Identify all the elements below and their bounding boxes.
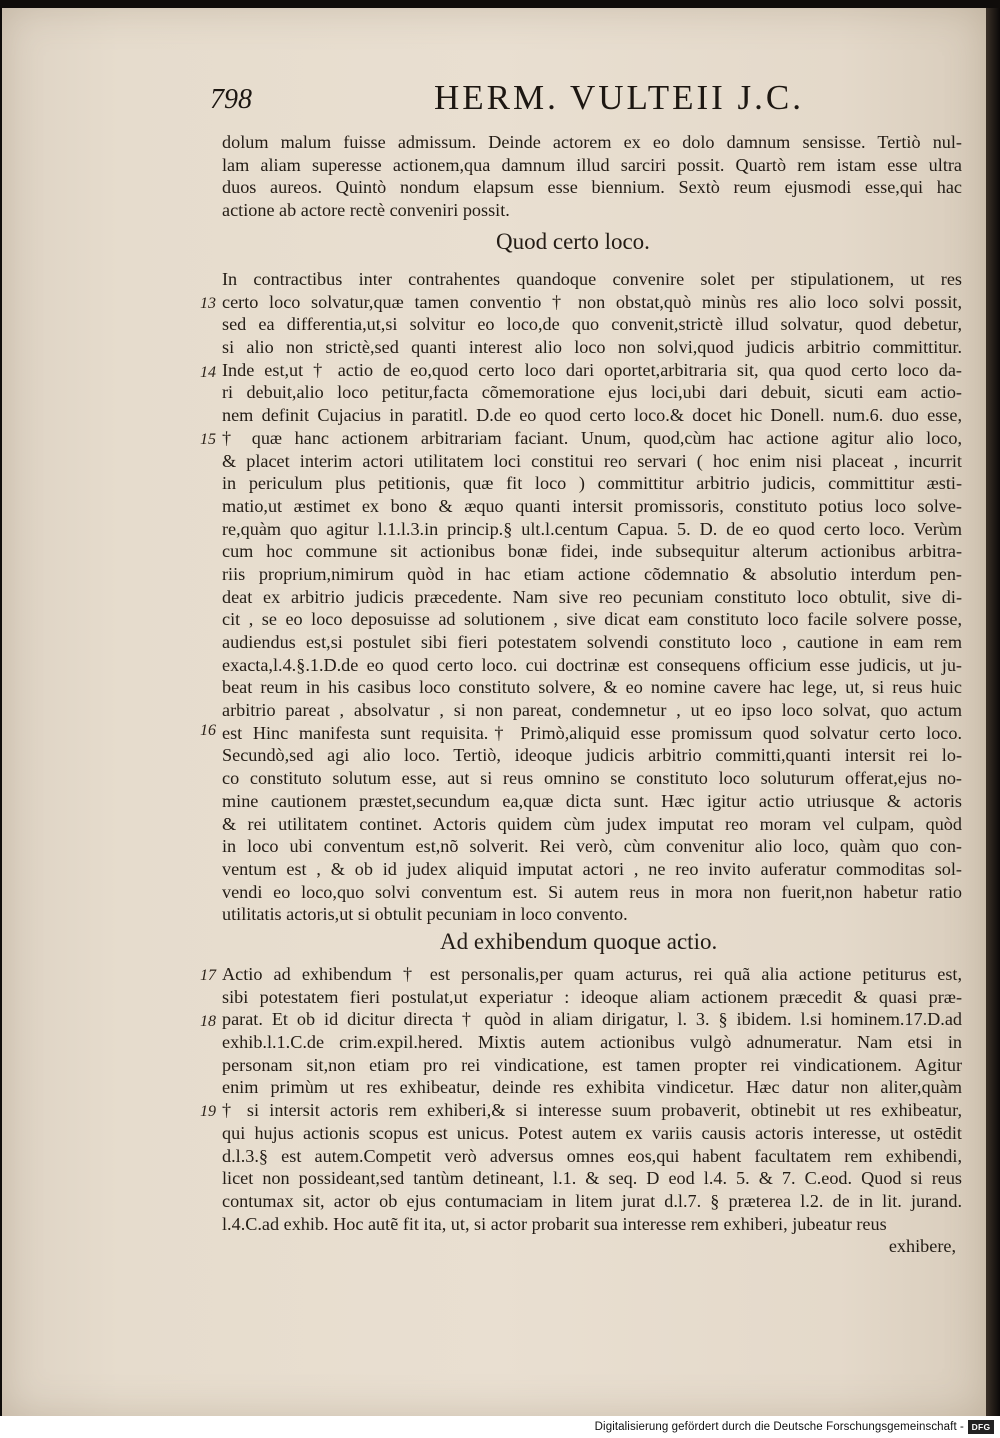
section-quod-certo-loco-text bbox=[222, 268, 962, 926]
quod-certo-loco-line: re,quàm quo agitur l.1.l.3.in princip.§ ult.l.centum Capua. 5. D. de eo quod certo loco. Verùm bbox=[222, 518, 962, 539]
quod-certo-loco-line: matio,ut æstimet ex bono & æquo quanti intersit promissoris, constituto potius loco solve- bbox=[222, 495, 962, 516]
quod-certo-loco-line: beat reum in his casibus loco constituto solvere, & eo nomine cavere hac lege, ut, si reus huic bbox=[222, 677, 962, 698]
quod-certo-loco-line: vendi eo loco,quo solvi conventum est. Si autem reus in mora non fuerit,non habetur ratio bbox=[222, 881, 962, 902]
quod-certo-loco-line: est Hinc manifesta sunt requisita.† Primò,aliquid esse promissum quod solvatur certo loco. bbox=[222, 722, 962, 743]
page-edge-shadow bbox=[986, 8, 1000, 1416]
quod-certo-loco-line: sed ea differentia,ut,si solvitur eo loco,de quo convenit,strictè illud solvatur, quod debetur, bbox=[222, 314, 962, 335]
quod-certo-loco-line: in loco ubi conventum est,nõ solverit. Rei verò, cùm convenitur alio loco, quàm quo con- bbox=[222, 836, 962, 857]
ad-exhibendum-line: exhib.l.1.C.de crim.expil.hered. Mixtis autem actionibus vulgò adnumeratur. Nam etsi in bbox=[222, 1032, 962, 1053]
margin-number-17: 17 bbox=[200, 967, 216, 984]
opening-paragraph-line: actione ab actore rectè conveniri possit. bbox=[222, 200, 510, 221]
quod-certo-loco-line: arbitrio pareat , absolvatur , si non pareat, condemnetur , ut eo ipso loco solvat, quo actum bbox=[222, 700, 962, 721]
quod-certo-loco-line: mine cautionem præstet,secundum ea,quæ dicta sunt. Hæc igitur actio utriusque & actoris bbox=[222, 790, 962, 811]
quod-certo-loco-line: & rei utilitatem continet. Actoris quidem cùm judex imputat reo moram vel culpam, quòd bbox=[222, 813, 962, 834]
catchword bbox=[222, 1235, 962, 1258]
quod-certo-loco-line: audiendus est,si postulet sibi fieri potestatem solvendi constituto loco , cautione in eam rem bbox=[222, 632, 962, 652]
quod-certo-loco-line: certo loco solvatur,quæ tamen conventio † non obstat,quò minùs res alio loco solvi possit, bbox=[222, 291, 962, 312]
ad-exhibendum-line: personam sit,non etiam pro rei vindicatione, est tamen propter rei vindicationem. Agitur bbox=[222, 1054, 962, 1075]
section-heading-ad-exhibendum: Ad exhibendum quoque actio. bbox=[440, 929, 718, 954]
quod-certo-loco-line: Inde est,ut † actio de eo,quod certo loco dari oportet,arbitraria sit, qua quod certo loco da- bbox=[222, 359, 962, 380]
quod-certo-loco-line: nem definit Cujacius in paratitl. D.de eo quod certo loco.& docet hic Donell. num.6. duo esse, bbox=[222, 405, 962, 426]
opening-paragraph-line: lam aliam superesse actionem,qua damnum illud sarciri possit. Quartò rem istam esse ultra bbox=[222, 154, 962, 175]
quod-certo-loco-line: cit , se eo loco deposuisse ad solutionem , sive dicat eam constituto loco facile solvere posse, bbox=[222, 609, 962, 630]
quod-certo-loco-line: riis proprium,nimirum quòd in hac etiam actione cõdemnatio & absolutio interdum pen- bbox=[222, 563, 962, 584]
margin-number-19: 19 bbox=[200, 1103, 216, 1120]
ad-exhibendum-line: qui hujus actionis scopus est unicus. Potest autem ex variis causis actoris interesse, ut ostēdit bbox=[222, 1122, 962, 1143]
margin-number-18: 18 bbox=[200, 1013, 216, 1030]
quod-certo-loco-line: si alio non strictè,sed quanti interest alio loco non solvi,quod judicis arbitrio committitur. bbox=[222, 337, 962, 358]
section-heading-quod-certo-loco: Quod certo loco. bbox=[496, 229, 650, 254]
quod-certo-loco-line: Secundò,sed agi alio loco. Tertiò, ideoque judicis arbitrio committi,quanti intersit rei lo- bbox=[222, 745, 962, 766]
ad-exhibendum-line: l.4.C.ad exhib. Hoc autẽ fit ita, ut, si actor probarit sua interesse rem exhiberi, jubeatur reus bbox=[222, 1213, 887, 1234]
quod-certo-loco-line: in periculum plus petitionis, quæ fit loco ) committitur arbitrio judicis, committitur æsti- bbox=[222, 473, 962, 494]
ad-exhibendum-line: d.l.3.§ est autem.Competit verò adversus omnes eos,qui habent facultatem rem exhibendi, bbox=[222, 1145, 962, 1166]
quod-certo-loco-line: & placet interim actori utilitatem loci constitui reo servari ( hoc enim nisi placeat , incurrit bbox=[222, 450, 962, 471]
margin-number-14: 14 bbox=[200, 364, 216, 381]
quod-certo-loco-line: co constituto solutum esse, aut si reus omnino se constituto loco soluturum offerat,ejus no- bbox=[222, 768, 962, 789]
funding-credit: Digitalisierung gefördert durch die Deutsche Forschungsgemeinschaft - bbox=[594, 1421, 964, 1433]
ad-exhibendum-line: contumax sit, actor ob ejus contumaciam in litem jurat d.l.7. § præterea l.2. de in lit. jurand. bbox=[222, 1190, 962, 1211]
running-title: HERM. VULTEII J.C. bbox=[434, 78, 804, 117]
opening-paragraph bbox=[222, 131, 962, 222]
quod-certo-loco-line: deat ex arbitrio judicis præcedente. Nam sive reo pecuniam constituto loco obtulit, sive di- bbox=[222, 586, 962, 607]
page-number: 798 bbox=[210, 84, 252, 115]
section-ad-exhibendum-text bbox=[222, 963, 962, 1235]
dfg-logo: DFG bbox=[968, 1420, 994, 1434]
digitization-footer bbox=[0, 1416, 1000, 1438]
opening-paragraph-line: duos aureos. Quintò nondum elapsum esse biennium. Sextò reum ejusmodi esse,qui hac bbox=[222, 177, 962, 198]
quod-certo-loco-line: ri debuit,alio loco petitur,facta cõmemoratione ejus loci,ubi dari debuit, sicuti eam actio- bbox=[222, 382, 962, 403]
quod-certo-loco-line: exacta,l.4.§.1.D.de eo quod certo loco. cui doctrinæ est consequens officium esse judicis, ut ju- bbox=[222, 654, 962, 675]
quod-certo-loco-line: † quæ hanc actionem arbitrariam faciant. Unum, quod,cùm hac actione agitur alio loco, bbox=[222, 427, 962, 448]
margin-number-16: 16 bbox=[200, 722, 216, 739]
ad-exhibendum-line: enim primùm ut res exhibeatur, deinde res exhibita vindicetur. Hæc datur non aliter,quàm bbox=[222, 1077, 962, 1098]
ad-exhibendum-line: licet non possideant,sed tantùm detineant, l.1. & seq. D eod l.4. 5. & 7. C.eod. Quod si reus bbox=[222, 1168, 962, 1189]
opening-paragraph-line: dolum malum fuisse admissum. Deinde actorem ex eo dolo damnum sensisse. Tertiò nul- bbox=[222, 132, 962, 152]
quod-certo-loco-line: In contractibus inter contrahentes quandoque convenire solet per stipulationem, ut res bbox=[222, 269, 962, 289]
ad-exhibendum-line: Actio ad exhibendum † est personalis,per quam acturus, rei quã alia actione petiturus est, bbox=[222, 964, 962, 984]
quod-certo-loco-line: cum hoc commune sit actionibus bonæ fidei, inde subsequitur alterum actionibus arbitra- bbox=[222, 541, 962, 562]
margin-number-15: 15 bbox=[200, 431, 216, 448]
ad-exhibendum-line: sibi potestatem fieri postulat,ut experiatur : ideoque aliam actionem præcedit & quasi præ- bbox=[222, 986, 962, 1007]
ad-exhibendum-line: parat. Et ob id dicitur directa † quòd in aliam dirigatur, l. 3. § ibidem. l.si hominem.17.D.ad bbox=[222, 1009, 962, 1030]
catchword-text: exhibere, bbox=[888, 1236, 956, 1256]
quod-certo-loco-line: utilitatis actoris,ut si obtulit pecuniam in loco convento. bbox=[222, 904, 628, 925]
margin-number-13: 13 bbox=[200, 295, 216, 312]
quod-certo-loco-line: ventum est , & ob id judex aliquid imputat actori , ne reo invito auferatur commoditas sol- bbox=[222, 858, 962, 879]
page-header bbox=[210, 78, 970, 126]
ad-exhibendum-line: † si intersit actoris rem exhiberi,& si interesse suum probaverit, obtinebit ut res exhibeatur, bbox=[222, 1100, 962, 1121]
